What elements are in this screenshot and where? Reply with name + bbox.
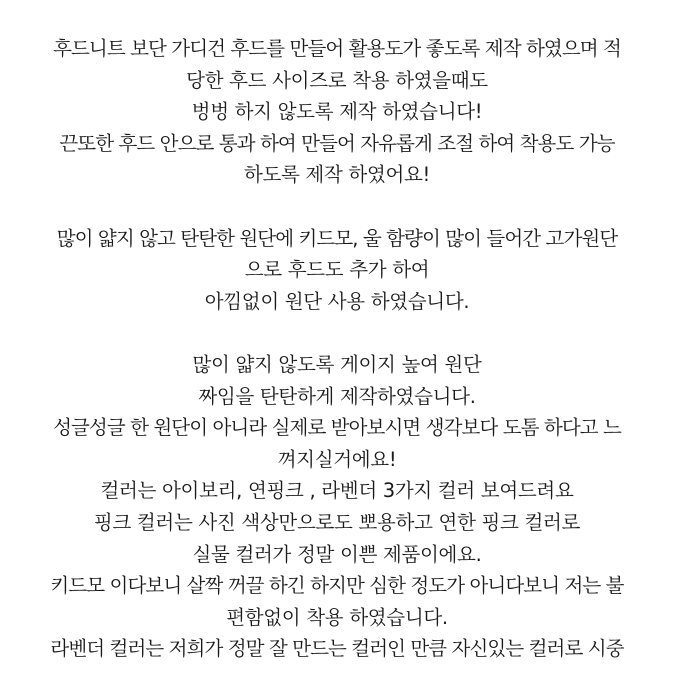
text-line: 실물 컬러가 정말 이쁜 제품이에요. bbox=[192, 542, 482, 566]
paragraph-spacer bbox=[0, 317, 674, 349]
product-description bbox=[0, 33, 674, 665]
paragraph-spacer bbox=[0, 191, 674, 223]
text-line: 하도록 제작 하였어요! bbox=[243, 163, 431, 187]
paragraph-fabric bbox=[0, 223, 674, 318]
text-line: 라벤더 컬러는 저희가 정말 잘 만드는 컬러인 만큼 자신있는 컬러로 시중 bbox=[50, 637, 624, 661]
text-line: 끈또한 후드 안으로 통과 하여 만들어 자유롭게 조절 하여 착용도 가능 bbox=[59, 131, 615, 155]
text-line: 많이 얇지 않도록 게이지 높여 원단 bbox=[192, 352, 482, 376]
text-line: 성글성글 한 원단이 아니라 실제로 받아보시면 생각보다 도톰 하다고 느 bbox=[53, 416, 621, 440]
text-line: 컬러는 아이보리, 연핑크 , 라벤더 3가지 컬러 보여드려요 bbox=[100, 479, 574, 503]
text-line: 벙벙 하지 않도록 제작 하였습니다! bbox=[191, 100, 483, 124]
text-line: 껴지실거에요! bbox=[277, 447, 397, 471]
paragraph-fit bbox=[0, 33, 674, 191]
text-line: 짜임을 탄탄하게 제작하였습니다. bbox=[198, 384, 476, 408]
text-line: 후드니트 보단 가디건 후드를 만들어 활용도가 좋도록 제작 하였으며 적 bbox=[53, 37, 621, 60]
text-line: 편함없이 착용 하였습니다. bbox=[226, 605, 448, 629]
text-line: 으로 후드도 추가 하여 bbox=[244, 258, 430, 282]
text-line: 많이 얇지 않고 탄탄한 원단에 키드모, 울 함량이 많이 들어간 고가원단 bbox=[56, 226, 618, 250]
text-line: 핑크 컬러는 사진 색상만으로도 뽀용하고 연한 핑크 컬러로 bbox=[93, 510, 581, 534]
text-line: 당한 후드 사이즈로 착용 하였을때도 bbox=[186, 68, 488, 92]
text-line: 아낌없이 원단 사용 하였습니다. bbox=[204, 289, 470, 313]
text-line: 키드모 이다보니 살짝 꺼끌 하긴 하지만 심한 정도가 아니다보니 저는 불 bbox=[50, 574, 624, 598]
paragraph-colors bbox=[0, 349, 674, 665]
